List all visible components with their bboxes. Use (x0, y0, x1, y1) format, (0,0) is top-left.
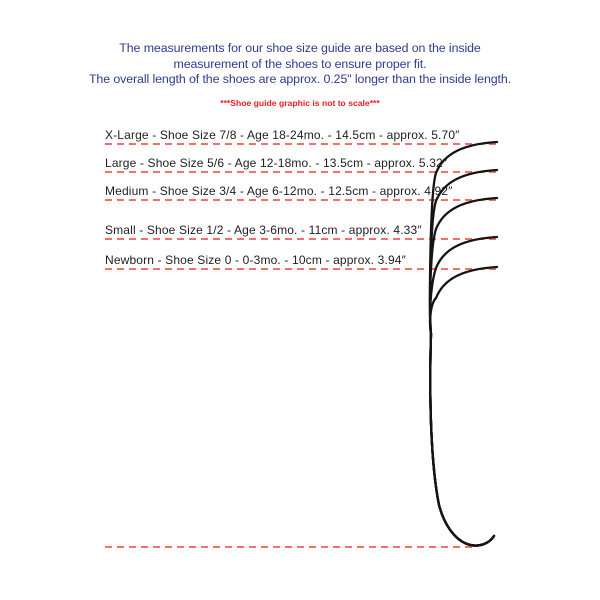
size-dashed-line (105, 238, 497, 240)
header-note (0, 41, 600, 88)
size-row-label: Newborn - Shoe Size 0 - 0-3mo. - 10cm - approx. 3.94″ (105, 253, 406, 267)
size-row-label: X-Large - Shoe Size 7/8 - Age 18-24mo. - 14.5cm - approx. 5.70″ (105, 128, 460, 142)
header-note-line2: measurement of the shoes to ensure proper fit. (173, 56, 427, 71)
header-note-line1: The measurements for our shoe size guide are based on the inside (119, 41, 481, 55)
size-row-label: Large - Shoe Size 5/6 - Age 12-18mo. - 13.5cm - approx. 5.32″ (105, 156, 448, 170)
size-row-label: Small - Shoe Size 1/2 - Age 3-6mo. - 11cm - approx. 4.33″ (105, 223, 422, 237)
header-note-line3: The overall length of the shoes are approx. 0.25" longer than the inside length. (88, 72, 512, 87)
size-dashed-line (105, 171, 497, 173)
size-row-x-large (105, 128, 460, 142)
size-dashed-line (105, 143, 497, 145)
shoe-curve-x-large (430, 142, 497, 546)
not-to-scale-disclaimer: ***Shoe guide graphic is not to scale*** (220, 98, 380, 108)
size-row-large (105, 156, 447, 170)
shoe-curve-newborn (430, 267, 497, 546)
size-row-small (105, 223, 422, 237)
size-dashed-line (105, 199, 497, 201)
size-row-label: Medium - Shoe Size 3/4 - Age 6-12mo. - 12.5cm - approx. 4.92″ (105, 184, 453, 198)
baseline-dashed-line (105, 546, 472, 548)
shoe-curve-medium (430, 198, 497, 546)
shoe-curve-large (430, 170, 497, 546)
shoe-curve-small (430, 237, 497, 546)
size-dashed-line (105, 268, 497, 270)
size-row-newborn (105, 253, 406, 267)
size-row-medium (105, 184, 453, 198)
